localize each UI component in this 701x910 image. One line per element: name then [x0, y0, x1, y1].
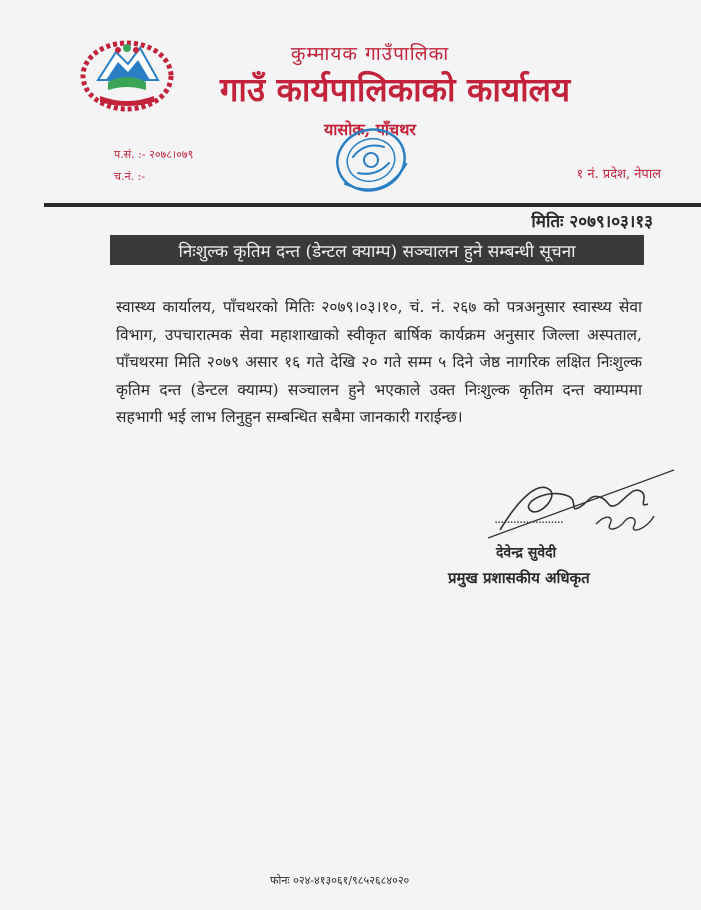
footer-phone: फोनः ०२४-४१३०६१/९८५२६८४०२० — [270, 874, 410, 887]
header-office: गाउँ कार्यपालिकाको कार्यालय — [219, 70, 571, 109]
header-divider — [44, 203, 701, 207]
subject-banner: निःशुल्क कृतिम दन्त (डेन्टल क्याम्प) सञ्चालन हुने सम्बन्धी सूचना — [110, 235, 644, 265]
handwritten-signature — [478, 460, 678, 546]
signature-dots: ...................... — [494, 512, 563, 527]
signatory-name: देवेन्द्र सुवेदी — [496, 545, 557, 561]
signatory-title: प्रमुख प्रशासकीय अधिकृत — [448, 569, 590, 587]
office-stamp-icon — [318, 112, 424, 208]
letter-date: मितिः २०७९।०३।१३ — [531, 212, 653, 232]
dispatch-number: च.नं. :- — [114, 170, 146, 183]
reference-number: प.सं. :- २०७८।०७९ — [114, 148, 194, 161]
province-label: १ नं. प्रदेश, नेपाल — [576, 167, 661, 182]
header-address: यासोक, पाँचथर — [324, 120, 416, 139]
letter-body: स्वास्थ्य कार्यालय, पाँचथरको मितिः २०७९।०३।१०, चं. नं. २६७ को पत्रअनुसार स्वास्थ्य सेवा विभाग, उपचारात्मक सेवा महाशाखाको स्वीकृत बार्षिक कार्यक्रम अनुसार जिल्ला अस्पताल, पाँचथरमा मिति २०७९ असार १६ गते देखि २० गते सम्म ५ दिने जेष्ठ नागरिक लक्षित निःशुल्क कृतिम दन्त (डेन्टल क्याम्प) सञ्चालन हुने भएकाले उक्त निःशुल्क कृतिम दन्त क्याम्पमा सहभागी भई लाभ लिनुहुन सम्बन्धित सबैमा जानकारी गराईन्छ। — [116, 298, 642, 426]
nepal-emblem-icon — [78, 34, 176, 112]
header-municipality: कुम्मायक गाउँपालिका — [290, 43, 450, 65]
